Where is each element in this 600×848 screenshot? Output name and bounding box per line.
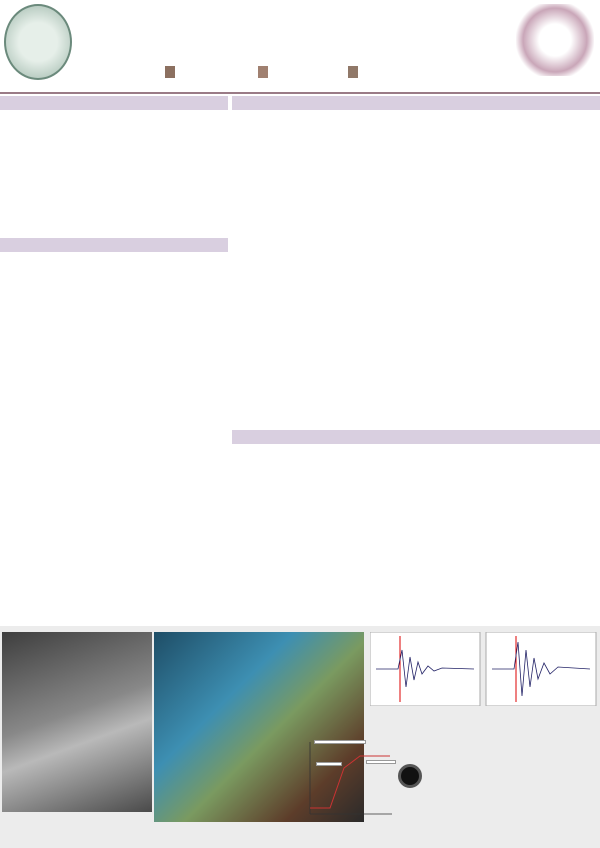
methods-heading	[0, 238, 228, 252]
cyber-logo	[516, 4, 594, 76]
fig1-photo	[2, 632, 152, 812]
fig3-accel-plots	[370, 632, 598, 706]
header-rule	[0, 92, 600, 94]
diagram-box-onset	[316, 762, 342, 766]
intro-heading	[0, 96, 228, 110]
saturation-chart	[306, 272, 412, 372]
results-heading	[232, 96, 600, 110]
diagram-box-saturation	[314, 740, 366, 744]
vection-diagram	[300, 738, 396, 818]
author-photo-1	[165, 66, 175, 78]
author-photo-2	[258, 66, 268, 78]
results-charts	[310, 112, 598, 212]
discussion-body	[318, 448, 596, 452]
methods-body	[82, 254, 226, 258]
diagram-box-intensity	[366, 760, 396, 764]
author-photo-3	[348, 66, 358, 78]
intro-body	[82, 114, 226, 118]
discussion-heading	[232, 430, 600, 444]
minerva-logo	[4, 4, 72, 80]
poems-logo	[398, 764, 422, 788]
